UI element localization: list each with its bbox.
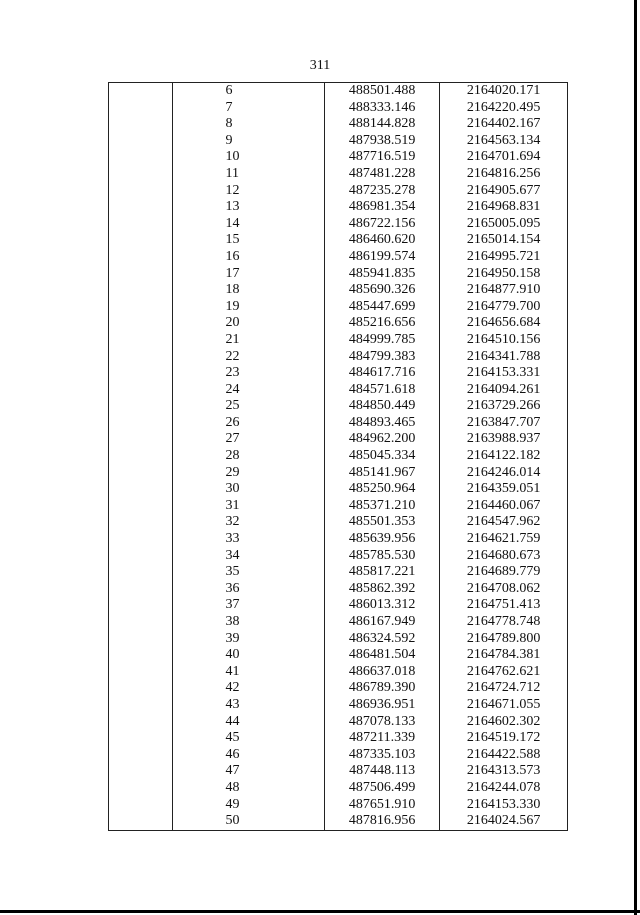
blank-cell <box>109 349 173 366</box>
point-number-cell: 43 <box>173 697 325 714</box>
blank-cell <box>109 697 173 714</box>
table-row <box>109 332 568 349</box>
y-coordinate-cell: 2164995.721 <box>440 249 568 266</box>
point-number-cell: 18 <box>173 282 325 299</box>
point-number-cell: 12 <box>173 183 325 200</box>
point-number-cell: 13 <box>173 199 325 216</box>
y-coordinate-cell: 2164816.256 <box>440 166 568 183</box>
y-coordinate-cell: 2164402.167 <box>440 116 568 133</box>
point-number-cell: 44 <box>173 714 325 731</box>
x-coordinate-cell: 486324.592 <box>325 631 440 648</box>
point-number-cell: 28 <box>173 448 325 465</box>
x-coordinate-cell: 487078.133 <box>325 714 440 731</box>
y-coordinate-cell: 2164094.261 <box>440 382 568 399</box>
x-coordinate-cell: 484999.785 <box>325 332 440 349</box>
page-edge-right <box>634 0 637 915</box>
blank-cell <box>109 266 173 283</box>
blank-cell <box>109 299 173 316</box>
table-row <box>109 531 568 548</box>
y-coordinate-cell: 2164602.302 <box>440 714 568 731</box>
table-row <box>109 514 568 531</box>
x-coordinate-cell: 485501.353 <box>325 514 440 531</box>
table-row <box>109 481 568 498</box>
y-coordinate-cell: 2164762.621 <box>440 664 568 681</box>
point-number-cell: 16 <box>173 249 325 266</box>
point-number-cell: 38 <box>173 614 325 631</box>
blank-cell <box>109 514 173 531</box>
blank-cell <box>109 83 173 100</box>
table-row <box>109 763 568 780</box>
table-row <box>109 349 568 366</box>
table-row <box>109 680 568 697</box>
blank-cell <box>109 149 173 166</box>
y-coordinate-cell: 2163847.707 <box>440 415 568 432</box>
point-number-cell: 19 <box>173 299 325 316</box>
blank-cell <box>109 614 173 631</box>
coordinates-table-body <box>109 83 568 831</box>
point-number-cell: 22 <box>173 349 325 366</box>
table-row <box>109 697 568 714</box>
x-coordinate-cell: 486789.390 <box>325 680 440 697</box>
table-row <box>109 166 568 183</box>
y-coordinate-cell: 2164153.330 <box>440 797 568 814</box>
point-number-cell: 48 <box>173 780 325 797</box>
y-coordinate-cell: 2164905.677 <box>440 183 568 200</box>
table-row <box>109 232 568 249</box>
point-number-cell: 29 <box>173 465 325 482</box>
table-row <box>109 415 568 432</box>
x-coordinate-cell: 486167.949 <box>325 614 440 631</box>
table-row <box>109 465 568 482</box>
point-number-cell: 6 <box>173 83 325 100</box>
x-coordinate-cell: 485690.326 <box>325 282 440 299</box>
point-number-cell: 20 <box>173 315 325 332</box>
x-coordinate-cell: 487816.956 <box>325 813 440 830</box>
point-number-cell: 25 <box>173 398 325 415</box>
blank-cell <box>109 763 173 780</box>
x-coordinate-cell: 484571.618 <box>325 382 440 399</box>
x-coordinate-cell: 487716.519 <box>325 149 440 166</box>
table-row <box>109 149 568 166</box>
blank-cell <box>109 465 173 482</box>
table-row <box>109 133 568 150</box>
point-number-cell: 39 <box>173 631 325 648</box>
x-coordinate-cell: 488333.146 <box>325 100 440 117</box>
x-coordinate-cell: 487651.910 <box>325 797 440 814</box>
table-row <box>109 631 568 648</box>
table-row <box>109 813 568 830</box>
x-coordinate-cell: 485639.956 <box>325 531 440 548</box>
point-number-cell: 33 <box>173 531 325 548</box>
table-row <box>109 216 568 233</box>
x-coordinate-cell: 484962.200 <box>325 431 440 448</box>
y-coordinate-cell: 2163729.266 <box>440 398 568 415</box>
y-coordinate-cell: 2164359.051 <box>440 481 568 498</box>
x-coordinate-cell: 484799.383 <box>325 349 440 366</box>
blank-cell <box>109 481 173 498</box>
table-row <box>109 431 568 448</box>
y-coordinate-cell: 2164510.156 <box>440 332 568 349</box>
x-coordinate-cell: 487211.339 <box>325 730 440 747</box>
point-number-cell: 47 <box>173 763 325 780</box>
x-coordinate-cell: 485045.334 <box>325 448 440 465</box>
table-row <box>109 730 568 747</box>
x-coordinate-cell: 487235.278 <box>325 183 440 200</box>
blank-cell <box>109 597 173 614</box>
blank-cell <box>109 100 173 117</box>
y-coordinate-cell: 2164246.014 <box>440 465 568 482</box>
y-coordinate-cell: 2164341.788 <box>440 349 568 366</box>
y-coordinate-cell: 2164220.495 <box>440 100 568 117</box>
table-row <box>109 498 568 515</box>
y-coordinate-cell: 2164621.759 <box>440 531 568 548</box>
y-coordinate-cell: 2164751.413 <box>440 597 568 614</box>
blank-cell <box>109 166 173 183</box>
table-row <box>109 398 568 415</box>
x-coordinate-cell: 487481.228 <box>325 166 440 183</box>
y-coordinate-cell: 2164779.700 <box>440 299 568 316</box>
point-number-cell: 11 <box>173 166 325 183</box>
table-row <box>109 183 568 200</box>
blank-cell <box>109 282 173 299</box>
y-coordinate-cell: 2164724.712 <box>440 680 568 697</box>
blank-cell <box>109 780 173 797</box>
blank-cell <box>109 797 173 814</box>
x-coordinate-cell: 484617.716 <box>325 365 440 382</box>
table-row <box>109 299 568 316</box>
blank-cell <box>109 714 173 731</box>
blank-cell <box>109 813 173 830</box>
blank-cell <box>109 431 173 448</box>
point-number-cell: 37 <box>173 597 325 614</box>
blank-cell <box>109 332 173 349</box>
point-number-cell: 50 <box>173 813 325 830</box>
point-number-cell: 46 <box>173 747 325 764</box>
x-coordinate-cell: 488501.488 <box>325 83 440 100</box>
table-row <box>109 448 568 465</box>
x-coordinate-cell: 486460.620 <box>325 232 440 249</box>
point-number-cell: 31 <box>173 498 325 515</box>
blank-cell <box>109 232 173 249</box>
point-number-cell: 34 <box>173 548 325 565</box>
y-coordinate-cell: 2163988.937 <box>440 431 568 448</box>
table-row <box>109 282 568 299</box>
y-coordinate-cell: 2164024.567 <box>440 813 568 830</box>
point-number-cell: 26 <box>173 415 325 432</box>
blank-cell <box>109 315 173 332</box>
table-row <box>109 116 568 133</box>
point-number-cell: 14 <box>173 216 325 233</box>
x-coordinate-cell: 486013.312 <box>325 597 440 614</box>
y-coordinate-cell: 2164689.779 <box>440 564 568 581</box>
y-coordinate-cell: 2164563.134 <box>440 133 568 150</box>
table-row <box>109 780 568 797</box>
table-row <box>109 747 568 764</box>
blank-cell <box>109 216 173 233</box>
y-coordinate-cell: 2164671.055 <box>440 697 568 714</box>
y-coordinate-cell: 2164877.910 <box>440 282 568 299</box>
blank-cell <box>109 382 173 399</box>
blank-cell <box>109 199 173 216</box>
point-number-cell: 23 <box>173 365 325 382</box>
y-coordinate-cell: 2164244.078 <box>440 780 568 797</box>
table-row <box>109 382 568 399</box>
x-coordinate-cell: 487938.519 <box>325 133 440 150</box>
point-number-cell: 32 <box>173 514 325 531</box>
coordinates-table <box>108 82 568 831</box>
blank-cell <box>109 133 173 150</box>
table-row <box>109 597 568 614</box>
point-number-cell: 49 <box>173 797 325 814</box>
x-coordinate-cell: 485862.392 <box>325 581 440 598</box>
y-coordinate-cell: 2164784.381 <box>440 647 568 664</box>
y-coordinate-cell: 2164789.800 <box>440 631 568 648</box>
y-coordinate-cell: 2164547.962 <box>440 514 568 531</box>
point-number-cell: 41 <box>173 664 325 681</box>
y-coordinate-cell: 2164422.588 <box>440 747 568 764</box>
y-coordinate-cell: 2164708.062 <box>440 581 568 598</box>
blank-cell <box>109 564 173 581</box>
point-number-cell: 7 <box>173 100 325 117</box>
y-coordinate-cell: 2164122.182 <box>440 448 568 465</box>
x-coordinate-cell: 485141.967 <box>325 465 440 482</box>
table-row <box>109 564 568 581</box>
blank-cell <box>109 631 173 648</box>
y-coordinate-cell: 2165005.095 <box>440 216 568 233</box>
y-coordinate-cell: 2164968.831 <box>440 199 568 216</box>
point-number-cell: 15 <box>173 232 325 249</box>
y-coordinate-cell: 2164701.694 <box>440 149 568 166</box>
x-coordinate-cell: 485447.699 <box>325 299 440 316</box>
point-number-cell: 10 <box>173 149 325 166</box>
y-coordinate-cell: 2164519.172 <box>440 730 568 747</box>
point-number-cell: 8 <box>173 116 325 133</box>
y-coordinate-cell: 2164778.748 <box>440 614 568 631</box>
table-row <box>109 365 568 382</box>
table-row <box>109 315 568 332</box>
table-row <box>109 83 568 100</box>
blank-cell <box>109 365 173 382</box>
x-coordinate-cell: 484850.449 <box>325 398 440 415</box>
x-coordinate-cell: 487506.499 <box>325 780 440 797</box>
blank-cell <box>109 548 173 565</box>
y-coordinate-cell: 2164460.067 <box>440 498 568 515</box>
point-number-cell: 45 <box>173 730 325 747</box>
table-row <box>109 714 568 731</box>
point-number-cell: 9 <box>173 133 325 150</box>
x-coordinate-cell: 485371.210 <box>325 498 440 515</box>
x-coordinate-cell: 486722.156 <box>325 216 440 233</box>
table-row <box>109 249 568 266</box>
point-number-cell: 35 <box>173 564 325 581</box>
x-coordinate-cell: 485941.835 <box>325 266 440 283</box>
page-edge-bottom <box>0 910 640 913</box>
point-number-cell: 36 <box>173 581 325 598</box>
blank-cell <box>109 664 173 681</box>
x-coordinate-cell: 486199.574 <box>325 249 440 266</box>
y-coordinate-cell: 2164153.331 <box>440 365 568 382</box>
x-coordinate-cell: 485250.964 <box>325 481 440 498</box>
table-row <box>109 614 568 631</box>
table-row <box>109 797 568 814</box>
point-number-cell: 40 <box>173 647 325 664</box>
point-number-cell: 30 <box>173 481 325 498</box>
blank-cell <box>109 415 173 432</box>
x-coordinate-cell: 487335.103 <box>325 747 440 764</box>
table-row <box>109 266 568 283</box>
point-number-cell: 24 <box>173 382 325 399</box>
y-coordinate-cell: 2164680.673 <box>440 548 568 565</box>
x-coordinate-cell: 485817.221 <box>325 564 440 581</box>
y-coordinate-cell: 2164313.573 <box>440 763 568 780</box>
x-coordinate-cell: 485216.656 <box>325 315 440 332</box>
blank-cell <box>109 730 173 747</box>
x-coordinate-cell: 486981.354 <box>325 199 440 216</box>
table-row <box>109 581 568 598</box>
blank-cell <box>109 398 173 415</box>
blank-cell <box>109 183 173 200</box>
x-coordinate-cell: 486637.018 <box>325 664 440 681</box>
point-number-cell: 17 <box>173 266 325 283</box>
table-row <box>109 647 568 664</box>
y-coordinate-cell: 2164950.158 <box>440 266 568 283</box>
table-row <box>109 664 568 681</box>
blank-cell <box>109 680 173 697</box>
y-coordinate-cell: 2164020.171 <box>440 83 568 100</box>
y-coordinate-cell: 2165014.154 <box>440 232 568 249</box>
point-number-cell: 27 <box>173 431 325 448</box>
table-row <box>109 199 568 216</box>
x-coordinate-cell: 488144.828 <box>325 116 440 133</box>
x-coordinate-cell: 486481.504 <box>325 647 440 664</box>
blank-cell <box>109 448 173 465</box>
blank-cell <box>109 249 173 266</box>
x-coordinate-cell: 486936.951 <box>325 697 440 714</box>
blank-cell <box>109 747 173 764</box>
x-coordinate-cell: 485785.530 <box>325 548 440 565</box>
x-coordinate-cell: 487448.113 <box>325 763 440 780</box>
blank-cell <box>109 498 173 515</box>
point-number-cell: 42 <box>173 680 325 697</box>
page-number: 311 <box>309 58 331 73</box>
blank-cell <box>109 581 173 598</box>
blank-cell <box>109 531 173 548</box>
x-coordinate-cell: 484893.465 <box>325 415 440 432</box>
table-row <box>109 548 568 565</box>
table-row <box>109 100 568 117</box>
blank-cell <box>109 116 173 133</box>
y-coordinate-cell: 2164656.684 <box>440 315 568 332</box>
point-number-cell: 21 <box>173 332 325 349</box>
blank-cell <box>109 647 173 664</box>
